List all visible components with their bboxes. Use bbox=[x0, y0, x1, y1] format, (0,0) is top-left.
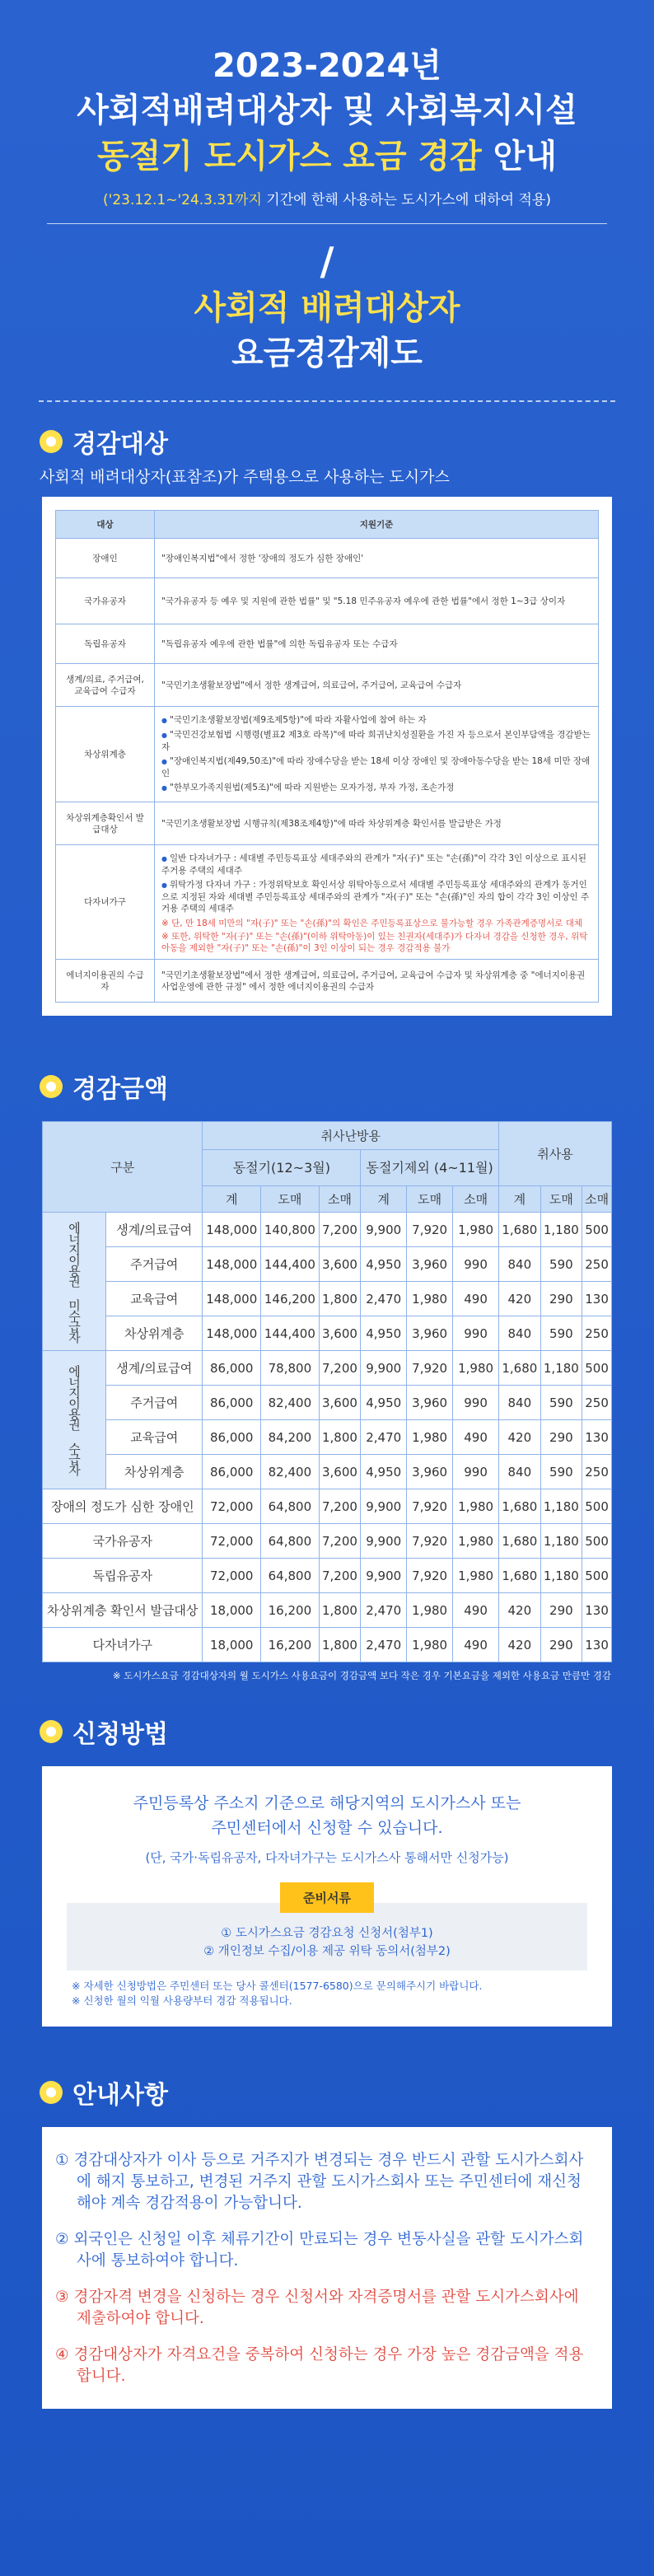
amount-cell: 500 bbox=[582, 1524, 612, 1559]
amount-cell: 1,980 bbox=[453, 1489, 499, 1524]
amount-cell: 72,000 bbox=[203, 1559, 261, 1593]
list-item: ● 일반 다자녀가구 : 세대별 주민등록표상 세대주와의 관계가 "자(子)" 또는 "손(孫)"이 각각 3인 이상으로 표시된 주거용 주택의 세대주 bbox=[161, 853, 591, 877]
table-row bbox=[43, 1559, 612, 1593]
amount-cell: 3,960 bbox=[407, 1247, 453, 1282]
table-row bbox=[43, 1247, 612, 1282]
divider-line bbox=[47, 223, 607, 224]
amount-title: 경감금액 bbox=[72, 1075, 168, 1104]
amount-cell: 2,470 bbox=[361, 1282, 407, 1316]
row-name: 차상위계층 bbox=[56, 707, 155, 802]
row-text: "국가유공자 등 예우 및 지원에 관한 법률" 및 "5.18 민주유공자 예우에 관한 법률"에서 정한 1~3급 상이자 bbox=[155, 578, 599, 624]
row-name: 독립유공자 bbox=[56, 624, 155, 664]
table-row-multi-child bbox=[56, 845, 599, 960]
table-row bbox=[43, 1524, 612, 1559]
amount-cell: 840 bbox=[499, 1455, 541, 1489]
group-non-voucher: 에너지이용권 미수급자 bbox=[43, 1213, 106, 1351]
amount-cell: 9,900 bbox=[361, 1213, 407, 1247]
amount-cell: 590 bbox=[540, 1386, 582, 1420]
amount-cell: 500 bbox=[582, 1559, 612, 1593]
amount-cell: 500 bbox=[582, 1213, 612, 1247]
header-suffix: 안내 bbox=[481, 138, 558, 175]
amount-cell: 500 bbox=[582, 1489, 612, 1524]
amount-cell: 3,600 bbox=[319, 1386, 361, 1420]
row-category: 다자녀가구 bbox=[43, 1628, 203, 1662]
amount-cell: 4,950 bbox=[361, 1316, 407, 1351]
amount-cell: 840 bbox=[499, 1386, 541, 1420]
amount-cell: 9,900 bbox=[361, 1559, 407, 1593]
info-item: ③ 경감자격 변경을 신청하는 경우 신청서와 자격증명서를 관할 도시가스회사에 제출하여야 합니다. bbox=[55, 2288, 579, 2327]
amount-cell: 130 bbox=[582, 1628, 612, 1662]
target-table bbox=[55, 510, 599, 1003]
amount-heading bbox=[40, 1068, 654, 1105]
amount-cell: 4,950 bbox=[361, 1455, 407, 1489]
amount-cell: 1,680 bbox=[499, 1489, 541, 1524]
amount-cell: 1,680 bbox=[499, 1524, 541, 1559]
apply-main-1: 주민등록상 주소지 기준으로 해당지역의 도시가스사 또는 bbox=[133, 1794, 521, 1812]
amount-cell: 420 bbox=[499, 1593, 541, 1628]
amount-cell: 990 bbox=[453, 1386, 499, 1420]
target-section bbox=[0, 423, 654, 1016]
list-item: ● "국민건강보험법 시행령(별표2 제3호 라목)"에 따라 희귀난치성질환을 가진 자 등으로서 본인부담액을 경감받는 자 bbox=[161, 729, 591, 753]
amount-cell: 3,960 bbox=[407, 1455, 453, 1489]
amount-cell: 72,000 bbox=[203, 1524, 261, 1559]
col-wholesale: 도매 bbox=[540, 1186, 582, 1213]
table-row bbox=[56, 624, 599, 664]
row-name: 생계/의료, 주거급여, 교육급여 수급자 bbox=[56, 664, 155, 707]
amount-cell: 990 bbox=[453, 1247, 499, 1282]
amount-cell: 840 bbox=[499, 1316, 541, 1351]
list-item: ● "국민기초생활보장법(제9조제5항)"에 따라 자활사업에 참여 하는 자 bbox=[161, 714, 591, 727]
table-row bbox=[43, 1628, 612, 1662]
amount-cell: 72,000 bbox=[203, 1489, 261, 1524]
amount-cell: 78,800 bbox=[261, 1351, 320, 1386]
amount-section bbox=[0, 1068, 654, 1682]
table-row bbox=[43, 1455, 612, 1489]
table-row bbox=[56, 578, 599, 624]
row-name: 장애인 bbox=[56, 539, 155, 578]
table-row bbox=[43, 1593, 612, 1628]
bullet-icon bbox=[40, 2081, 63, 2104]
amount-cell: 86,000 bbox=[203, 1420, 261, 1455]
row-category: 독립유공자 bbox=[43, 1559, 203, 1593]
amount-cell: 7,200 bbox=[319, 1489, 361, 1524]
doc-item: ① 도시가스요금 경감요청 신청서(첨부1) bbox=[221, 1927, 433, 1940]
amount-cell: 9,900 bbox=[361, 1524, 407, 1559]
amount-cell: 9,900 bbox=[361, 1489, 407, 1524]
group-voucher: 에너지이용권 수급자 bbox=[43, 1351, 106, 1489]
apply-panel bbox=[42, 1766, 612, 2027]
fine-line: ※ 신청한 월의 익월 사용량부터 경감 적용됩니다. bbox=[72, 1994, 292, 2007]
amount-cell: 490 bbox=[453, 1420, 499, 1455]
amount-cell: 1,180 bbox=[540, 1351, 582, 1386]
period-highlight: ('23.12.1~'24.3.31까지 bbox=[103, 192, 262, 208]
amount-cell: 64,800 bbox=[261, 1524, 320, 1559]
amount-cell: 1,980 bbox=[453, 1351, 499, 1386]
amount-cell: 2,470 bbox=[361, 1420, 407, 1455]
row-name: 국가유공자 bbox=[56, 578, 155, 624]
table-row bbox=[56, 539, 599, 578]
amount-cell: 290 bbox=[540, 1420, 582, 1455]
info-heading bbox=[40, 2074, 654, 2111]
col-nonwinter: 동절기제외 (4~11월) bbox=[361, 1150, 499, 1186]
amount-cell: 148,000 bbox=[203, 1316, 261, 1351]
amount-cell: 82,400 bbox=[261, 1455, 320, 1489]
row-category: 차상위계층 bbox=[106, 1316, 203, 1351]
apply-main-2: 주민센터에서 신청할 수 있습니다. bbox=[211, 1819, 443, 1837]
apply-fine-print bbox=[67, 1979, 587, 2008]
row-category: 주거급여 bbox=[106, 1386, 203, 1420]
red-note: ※ 단, 만 18세 미만의 "자(子)" 또는 "손(孫)"의 확인은 주민등록표상으로 불가능할 경우 가족관계증명서로 대체 bbox=[161, 919, 583, 928]
amount-cell: 86,000 bbox=[203, 1455, 261, 1489]
program-title: 사회적 배려대상자 bbox=[194, 289, 460, 327]
amount-cell: 420 bbox=[499, 1420, 541, 1455]
amount-cell: 250 bbox=[582, 1247, 612, 1282]
amount-cell: 1,980 bbox=[453, 1524, 499, 1559]
amount-cell: 7,200 bbox=[319, 1351, 361, 1386]
col-wholesale: 도매 bbox=[261, 1186, 320, 1213]
col-retail: 소매 bbox=[319, 1186, 361, 1213]
header-period bbox=[0, 188, 654, 208]
amount-cell: 148,000 bbox=[203, 1247, 261, 1282]
row-category: 차상위계층 bbox=[106, 1455, 203, 1489]
amount-cell: 148,000 bbox=[203, 1282, 261, 1316]
amount-cell: 1,980 bbox=[407, 1593, 453, 1628]
row-text: "국민기초생활보장법"에서 정한 생계급여, 의료급여, 주거급여, 교육급여 수급자 bbox=[155, 664, 599, 707]
row-category: 생계/의료급여 bbox=[106, 1213, 203, 1247]
header-title-1: 사회적배려대상자 및 사회복지시설 bbox=[77, 91, 577, 129]
amount-cell: 148,000 bbox=[203, 1213, 261, 1247]
amount-cell: 7,200 bbox=[319, 1559, 361, 1593]
info-title: 안내사항 bbox=[72, 2081, 168, 2110]
amount-cell: 2,470 bbox=[361, 1628, 407, 1662]
amount-cell: 146,200 bbox=[261, 1282, 320, 1316]
table-row bbox=[43, 1489, 612, 1524]
amount-cell: 500 bbox=[582, 1351, 612, 1386]
table-row bbox=[43, 1282, 612, 1316]
col-retail: 소매 bbox=[453, 1186, 499, 1213]
amount-cell: 990 bbox=[453, 1316, 499, 1351]
amount-cell: 3,600 bbox=[319, 1316, 361, 1351]
info-panel bbox=[42, 2127, 612, 2409]
docs-label: 준비서류 bbox=[280, 1882, 374, 1913]
target-title: 경감대상 bbox=[72, 430, 168, 459]
near-poor-list bbox=[161, 714, 591, 794]
amount-cell: 490 bbox=[453, 1593, 499, 1628]
amount-cell: 1,680 bbox=[499, 1351, 541, 1386]
amount-cell: 1,980 bbox=[453, 1559, 499, 1593]
amount-cell: 84,200 bbox=[261, 1420, 320, 1455]
period-rest: 기간에 한해 사용하는 도시가스에 대하여 적용) bbox=[261, 192, 551, 208]
amount-cell: 1,180 bbox=[540, 1524, 582, 1559]
row-category: 생계/의료급여 bbox=[106, 1351, 203, 1386]
table-row bbox=[56, 960, 599, 1003]
amount-cell: 840 bbox=[499, 1247, 541, 1282]
apply-note: (단, 국가·독립유공자, 다자녀가구는 도시가스사 통해서만 신청가능) bbox=[145, 1850, 509, 1865]
amount-cell: 1,800 bbox=[319, 1628, 361, 1662]
row-category: 교육급여 bbox=[106, 1420, 203, 1455]
row-text: "국민기초생활보장법"에서 정한 생계급여, 의료급여, 주거급여, 교육급여 수급자 및 차상위계층 중 "에너지이용권 사업운영에 관한 규정" 에서 정한 에너지이용권의 수급자 bbox=[155, 960, 599, 1003]
info-section bbox=[0, 2074, 654, 2409]
amount-cell: 3,600 bbox=[319, 1247, 361, 1282]
table-row bbox=[43, 1351, 612, 1386]
amount-cell: 1,180 bbox=[540, 1559, 582, 1593]
row-text: "국민기초생활보장법 시행규칙(제38조제4항)"에 따라 차상위계층 확인서를 발급받은 가정 bbox=[155, 802, 599, 845]
amount-cell: 1,800 bbox=[319, 1282, 361, 1316]
row-text bbox=[155, 845, 599, 960]
amount-cell: 290 bbox=[540, 1282, 582, 1316]
amount-note: ※ 도시가스요금 경감대상자의 월 도시가스 사용요금이 경감금액 보다 작은 경우 기본요금을 제외한 사용요금 만큼만 경감 bbox=[112, 1670, 611, 1681]
dashed-divider bbox=[39, 400, 615, 402]
col-total: 계 bbox=[361, 1186, 407, 1213]
amount-cell: 590 bbox=[540, 1316, 582, 1351]
amount-cell: 1,180 bbox=[540, 1213, 582, 1247]
amount-cell: 130 bbox=[582, 1593, 612, 1628]
slash-mark: / bbox=[320, 239, 334, 283]
red-note-2: ※ 또한, 위탁한 "자(子)" 또는 "손(孫)"(이하 위탁아동)이 있는 친권자(세대주)가 다자녀 경감을 신청한 경우, 위탁아동을 제외한 "자(子)" 또는 "손(孫)"이 3인 이상이 되는 경우 경감적용 불가 bbox=[161, 932, 588, 953]
target-table-panel bbox=[42, 497, 612, 1016]
col-heating: 취사난방용 bbox=[203, 1122, 499, 1150]
table-row bbox=[56, 664, 599, 707]
target-subtitle: 사회적 배려대상자(표참조)가 주택용으로 사용하는 도시가스 bbox=[40, 468, 450, 486]
amount-cell: 1,180 bbox=[540, 1489, 582, 1524]
amount-cell: 7,200 bbox=[319, 1524, 361, 1559]
apply-title: 신청방법 bbox=[72, 1720, 168, 1749]
amount-cell: 130 bbox=[582, 1420, 612, 1455]
amount-cell: 1,980 bbox=[407, 1628, 453, 1662]
amount-cell: 250 bbox=[582, 1455, 612, 1489]
amount-cell: 7,920 bbox=[407, 1559, 453, 1593]
col-criteria: 지원기준 bbox=[155, 511, 599, 539]
amount-cell: 590 bbox=[540, 1247, 582, 1282]
header-title-2 bbox=[0, 133, 654, 180]
amount-cell: 1,980 bbox=[407, 1282, 453, 1316]
bullet-icon bbox=[40, 1720, 63, 1743]
multi-child-list bbox=[161, 853, 591, 914]
amount-cell: 1,680 bbox=[499, 1213, 541, 1247]
col-wholesale: 도매 bbox=[407, 1186, 453, 1213]
amount-cell: 7,920 bbox=[407, 1489, 453, 1524]
amount-cell: 16,200 bbox=[261, 1593, 320, 1628]
amount-cell: 7,920 bbox=[407, 1213, 453, 1247]
row-text: "독립유공자 예우에 관한 법률"에 의한 독립유공자 또는 수급자 bbox=[155, 624, 599, 664]
col-retail: 소매 bbox=[582, 1186, 612, 1213]
amount-table-panel bbox=[42, 1121, 612, 1662]
amount-cell: 1,980 bbox=[453, 1213, 499, 1247]
amount-cell: 16,200 bbox=[261, 1628, 320, 1662]
row-text bbox=[155, 707, 599, 802]
col-total: 계 bbox=[203, 1186, 261, 1213]
amount-cell: 144,400 bbox=[261, 1316, 320, 1351]
amount-cell: 290 bbox=[540, 1628, 582, 1662]
amount-cell: 82,400 bbox=[261, 1386, 320, 1420]
col-total: 계 bbox=[499, 1186, 541, 1213]
list-item: ● 위탁가정 다자녀 가구 : 가정위탁보호 확인서상 위탁아동으로서 세대별 주민등록표상 세대주와의 관계가 동거인으로 지정된 자와 세대별 주민등록표상 세대주와의 관계가 "자(子)" 또는 "손(孫)"인 자의 합이 각각 3인 이상인 주거용 주택의 세대주 bbox=[161, 879, 591, 914]
amount-cell: 7,920 bbox=[407, 1524, 453, 1559]
amount-cell: 7,920 bbox=[407, 1351, 453, 1386]
amount-cell: 1,980 bbox=[407, 1420, 453, 1455]
amount-cell: 18,000 bbox=[203, 1593, 261, 1628]
list-item: ● "장애인복지법(제49,50조)"에 따라 장애수당을 받는 18세 이상 장애인 및 장애아동수당을 받는 18세 미만 장애인 bbox=[161, 755, 591, 779]
amount-cell: 64,800 bbox=[261, 1559, 320, 1593]
amount-cell: 18,000 bbox=[203, 1628, 261, 1662]
amount-cell: 420 bbox=[499, 1628, 541, 1662]
amount-cell: 490 bbox=[453, 1628, 499, 1662]
header bbox=[0, 0, 654, 402]
apply-section bbox=[0, 1713, 654, 2027]
amount-cell: 250 bbox=[582, 1316, 612, 1351]
col-category: 구분 bbox=[43, 1122, 203, 1213]
info-item: ② 외국인은 신청일 이후 체류기간이 만료되는 경우 변동사실을 관할 도시가스회사에 통보하여야 합니다. bbox=[55, 2231, 584, 2270]
amount-cell: 3,960 bbox=[407, 1386, 453, 1420]
row-category: 주거급여 bbox=[106, 1247, 203, 1282]
row-name: 차상위계층확인서 발급대상 bbox=[56, 802, 155, 845]
col-cooking: 취사용 bbox=[499, 1122, 612, 1186]
amount-cell: 64,800 bbox=[261, 1489, 320, 1524]
row-category: 국가유공자 bbox=[43, 1524, 203, 1559]
amount-table bbox=[42, 1121, 612, 1662]
header-year: 2023-2024년 bbox=[213, 47, 441, 85]
amount-cell: 86,000 bbox=[203, 1351, 261, 1386]
amount-cell: 1,800 bbox=[319, 1420, 361, 1455]
bullet-icon bbox=[40, 1075, 63, 1098]
row-name: 다자녀가구 bbox=[56, 845, 155, 960]
program-subtitle: 요금경감제도 bbox=[231, 334, 423, 372]
table-row bbox=[43, 1316, 612, 1351]
amount-cell: 1,800 bbox=[319, 1593, 361, 1628]
amount-cell: 144,400 bbox=[261, 1247, 320, 1282]
amount-cell: 140,800 bbox=[261, 1213, 320, 1247]
amount-cell: 3,960 bbox=[407, 1316, 453, 1351]
col-target: 대상 bbox=[56, 511, 155, 539]
amount-cell: 490 bbox=[453, 1282, 499, 1316]
docs-box bbox=[67, 1903, 587, 1971]
row-category: 장애의 정도가 심한 장애인 bbox=[43, 1489, 203, 1524]
target-heading bbox=[40, 423, 654, 460]
amount-cell: 4,950 bbox=[361, 1247, 407, 1282]
table-row bbox=[56, 802, 599, 845]
apply-heading bbox=[40, 1713, 654, 1750]
doc-item: ② 개인정보 수집/이용 제공 위탁 동의서(첨부2) bbox=[203, 1945, 451, 1958]
col-winter: 동절기(12~3월) bbox=[203, 1150, 361, 1186]
amount-cell: 590 bbox=[540, 1455, 582, 1489]
amount-cell: 2,470 bbox=[361, 1593, 407, 1628]
table-row bbox=[43, 1420, 612, 1455]
table-row bbox=[43, 1213, 612, 1247]
amount-cell: 86,000 bbox=[203, 1386, 261, 1420]
header-highlight: 동절기 도시가스 요금 경감 bbox=[96, 138, 482, 175]
amount-cell: 990 bbox=[453, 1455, 499, 1489]
info-item: ① 경감대상자가 이사 등으로 거주지가 변경되는 경우 반드시 관할 도시가스회사에 해지 통보하고, 변경된 거주지 관할 도시가스회사 또는 주민센터에 재신청해야 계속 경감적용이 가능합니다. bbox=[55, 2152, 584, 2212]
list-item: ● "한부모가족지원법(제5조)"에 따라 지원받는 모자가정, 부자 가정, 조손가정 bbox=[161, 782, 591, 794]
amount-cell: 290 bbox=[540, 1593, 582, 1628]
amount-cell: 3,600 bbox=[319, 1455, 361, 1489]
amount-cell: 420 bbox=[499, 1282, 541, 1316]
amount-cell: 7,200 bbox=[319, 1213, 361, 1247]
row-name: 에너지이용권의 수급자 bbox=[56, 960, 155, 1003]
row-category: 교육급여 bbox=[106, 1282, 203, 1316]
amount-cell: 4,950 bbox=[361, 1386, 407, 1420]
info-item: ④ 경감대상자가 자격요건을 중복하여 신청하는 경우 가장 높은 경감금액을 적용합니다. bbox=[55, 2346, 584, 2385]
row-category: 차상위계층 확인서 발급대상 bbox=[43, 1593, 203, 1628]
amount-cell: 250 bbox=[582, 1386, 612, 1420]
amount-cell: 1,680 bbox=[499, 1559, 541, 1593]
amount-cell: 9,900 bbox=[361, 1351, 407, 1386]
fine-line: ※ 자세한 신청방법은 주민센터 또는 당사 콜센터(1577-6580)으로 문의해주시기 바랍니다. bbox=[72, 1980, 483, 1992]
amount-cell: 130 bbox=[582, 1282, 612, 1316]
row-text: "장애인복지법"에서 정한 '장애의 정도가 심한 장애인' bbox=[155, 539, 599, 578]
table-row bbox=[43, 1386, 612, 1420]
bullet-icon bbox=[40, 430, 63, 453]
table-row-near-poor bbox=[56, 707, 599, 802]
